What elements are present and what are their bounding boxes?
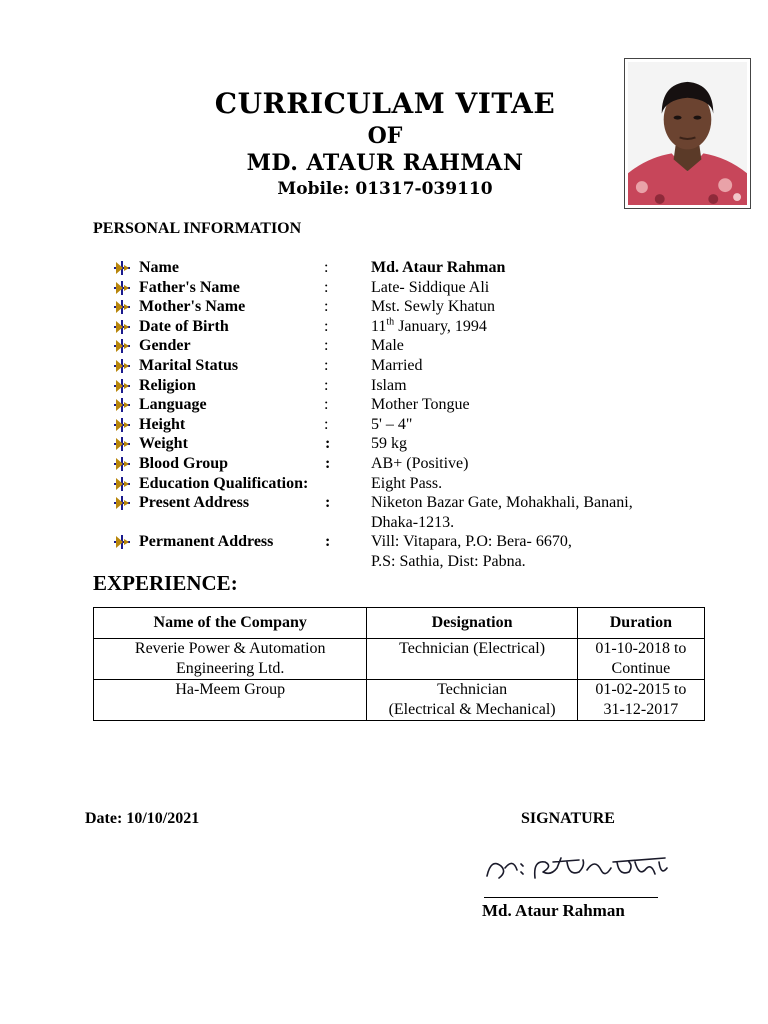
info-value: Md. Ataur Rahman <box>371 259 506 276</box>
candidate-name-heading: MD. ATAUR RAHMAN <box>246 150 524 176</box>
info-label: Blood Group <box>139 454 229 472</box>
arrow-bullet-icon <box>112 456 134 472</box>
info-value: Eight Pass. <box>371 474 443 492</box>
info-label: Permanent Address <box>139 533 274 551</box>
info-label: Name <box>139 259 179 276</box>
info-label: Education Qualification: <box>139 474 309 492</box>
signature-label: SIGNATURE <box>521 810 615 827</box>
cell-line: Technician <box>437 681 508 698</box>
designation-cell <box>367 680 577 721</box>
company-cell <box>94 639 367 680</box>
info-row-marital-status <box>112 356 712 376</box>
info-colon: : <box>324 337 329 355</box>
info-label: Date of Birth <box>139 317 229 335</box>
cell-line: Ha-Meem Group <box>175 681 286 698</box>
arrow-bullet-icon <box>112 260 134 276</box>
info-row-weight <box>112 434 712 454</box>
info-value: 59 kg <box>371 435 407 453</box>
info-value: Married <box>371 356 423 374</box>
company-cell <box>94 680 367 721</box>
info-value-line: Dhaka-1213. <box>371 513 455 531</box>
title-of: OF <box>367 123 403 149</box>
arrow-bullet-icon <box>112 358 134 374</box>
arrow-bullet-icon <box>112 338 134 354</box>
cell-line: (Electrical & Mechanical) <box>388 701 556 718</box>
cell-line: Reverie Power & Automation <box>134 640 326 657</box>
arrow-bullet-icon <box>112 319 134 335</box>
info-row-height <box>112 415 712 435</box>
info-colon: : <box>324 356 329 374</box>
info-label: Religion <box>139 376 196 394</box>
info-colon: : <box>324 317 329 335</box>
info-row-date-of-birth <box>112 317 712 337</box>
info-value: 5' – 4" <box>371 415 413 433</box>
info-row-mothers-name <box>112 297 712 317</box>
arrow-bullet-icon <box>112 378 134 394</box>
info-colon: : <box>324 259 329 276</box>
info-colon: : <box>324 278 329 296</box>
info-row-name <box>112 258 712 278</box>
info-label: Gender <box>139 337 191 355</box>
info-value: Mother Tongue <box>371 396 470 414</box>
info-row-education <box>112 474 712 494</box>
table-row <box>94 680 705 721</box>
cell-line: Continue <box>611 660 671 677</box>
personal-information-heading: PERSONAL INFORMATION <box>93 220 302 237</box>
info-label: Language <box>139 396 207 414</box>
arrow-bullet-icon <box>112 436 134 452</box>
info-label: Height <box>139 415 186 433</box>
info-row-language <box>112 395 712 415</box>
info-colon: : <box>325 533 331 551</box>
cell-line: Technician (Electrical) <box>399 640 546 657</box>
info-colon: : <box>324 415 329 433</box>
info-colon: : <box>325 454 331 472</box>
info-colon: : <box>325 494 331 512</box>
signature-line <box>484 897 658 898</box>
info-colon: : <box>324 396 329 414</box>
info-value-line: Niketon Bazar Gate, Mohakhali, Banani, <box>371 494 633 512</box>
info-row-fathers-name <box>112 278 712 298</box>
info-value: Islam <box>371 376 407 394</box>
info-row-gender <box>112 336 712 356</box>
info-value <box>371 317 712 337</box>
column-header: Duration <box>577 608 704 639</box>
duration-cell <box>577 680 704 721</box>
info-row-blood-group <box>112 454 712 474</box>
dob-rest: January, 1994 <box>394 317 487 335</box>
info-value: Late- Siddique Ali <box>371 278 490 296</box>
date-text: Date: 10/10/2021 <box>85 810 200 827</box>
personal-information-list <box>112 258 712 572</box>
mobile-number: Mobile: 01317-039110 <box>277 179 493 199</box>
info-label: Marital Status <box>139 356 239 374</box>
column-header: Designation <box>367 608 577 639</box>
experience-heading: EXPERIENCE: <box>93 571 238 595</box>
info-row-present-address <box>112 493 712 532</box>
info-row-religion <box>112 376 712 396</box>
info-value: Male <box>371 337 404 355</box>
info-row-permanent-address <box>112 532 712 571</box>
arrow-bullet-icon <box>112 280 134 296</box>
column-header: Name of the Company <box>94 608 367 639</box>
arrow-bullet-icon <box>112 397 134 413</box>
cell-line: 01-02-2015 to <box>595 681 687 698</box>
cell-line: 31-12-2017 <box>603 701 679 718</box>
info-value: Mst. Sewly Khatun <box>371 298 495 316</box>
arrow-bullet-icon <box>112 534 134 550</box>
document-title: CURRICULAM VITAE <box>214 87 556 120</box>
cell-line: Engineering Ltd. <box>176 660 285 677</box>
arrow-bullet-icon <box>112 299 134 315</box>
info-label: Present Address <box>139 494 250 512</box>
dob-day: 11 <box>371 317 387 335</box>
cell-line: 01-10-2018 to <box>595 640 687 657</box>
profile-photo-image <box>628 62 747 205</box>
info-label: Father's Name <box>139 278 240 296</box>
signer-name: Md. Ataur Rahman <box>482 901 625 920</box>
arrow-bullet-icon <box>112 495 134 511</box>
duration-cell <box>577 639 704 680</box>
experience-table <box>93 607 705 721</box>
info-value-line: Vill: Vitapara, P.O: Bera- 6670, <box>371 533 572 551</box>
dob-suffix: th <box>386 316 395 328</box>
arrow-bullet-icon <box>112 476 134 492</box>
profile-photo <box>624 58 751 209</box>
table-row <box>94 639 705 680</box>
info-value-line: P.S: Sathia, Dist: Pabna. <box>371 552 526 570</box>
info-label: Mother's Name <box>139 298 246 316</box>
designation-cell <box>367 639 577 680</box>
arrow-bullet-icon <box>112 417 134 433</box>
info-colon: : <box>324 298 329 316</box>
handwritten-signature <box>483 848 668 888</box>
table-header-row <box>94 608 705 639</box>
info-label: Weight <box>139 435 188 453</box>
info-colon: : <box>324 376 329 394</box>
info-colon: : <box>325 435 331 453</box>
info-value: AB+ (Positive) <box>371 454 469 472</box>
